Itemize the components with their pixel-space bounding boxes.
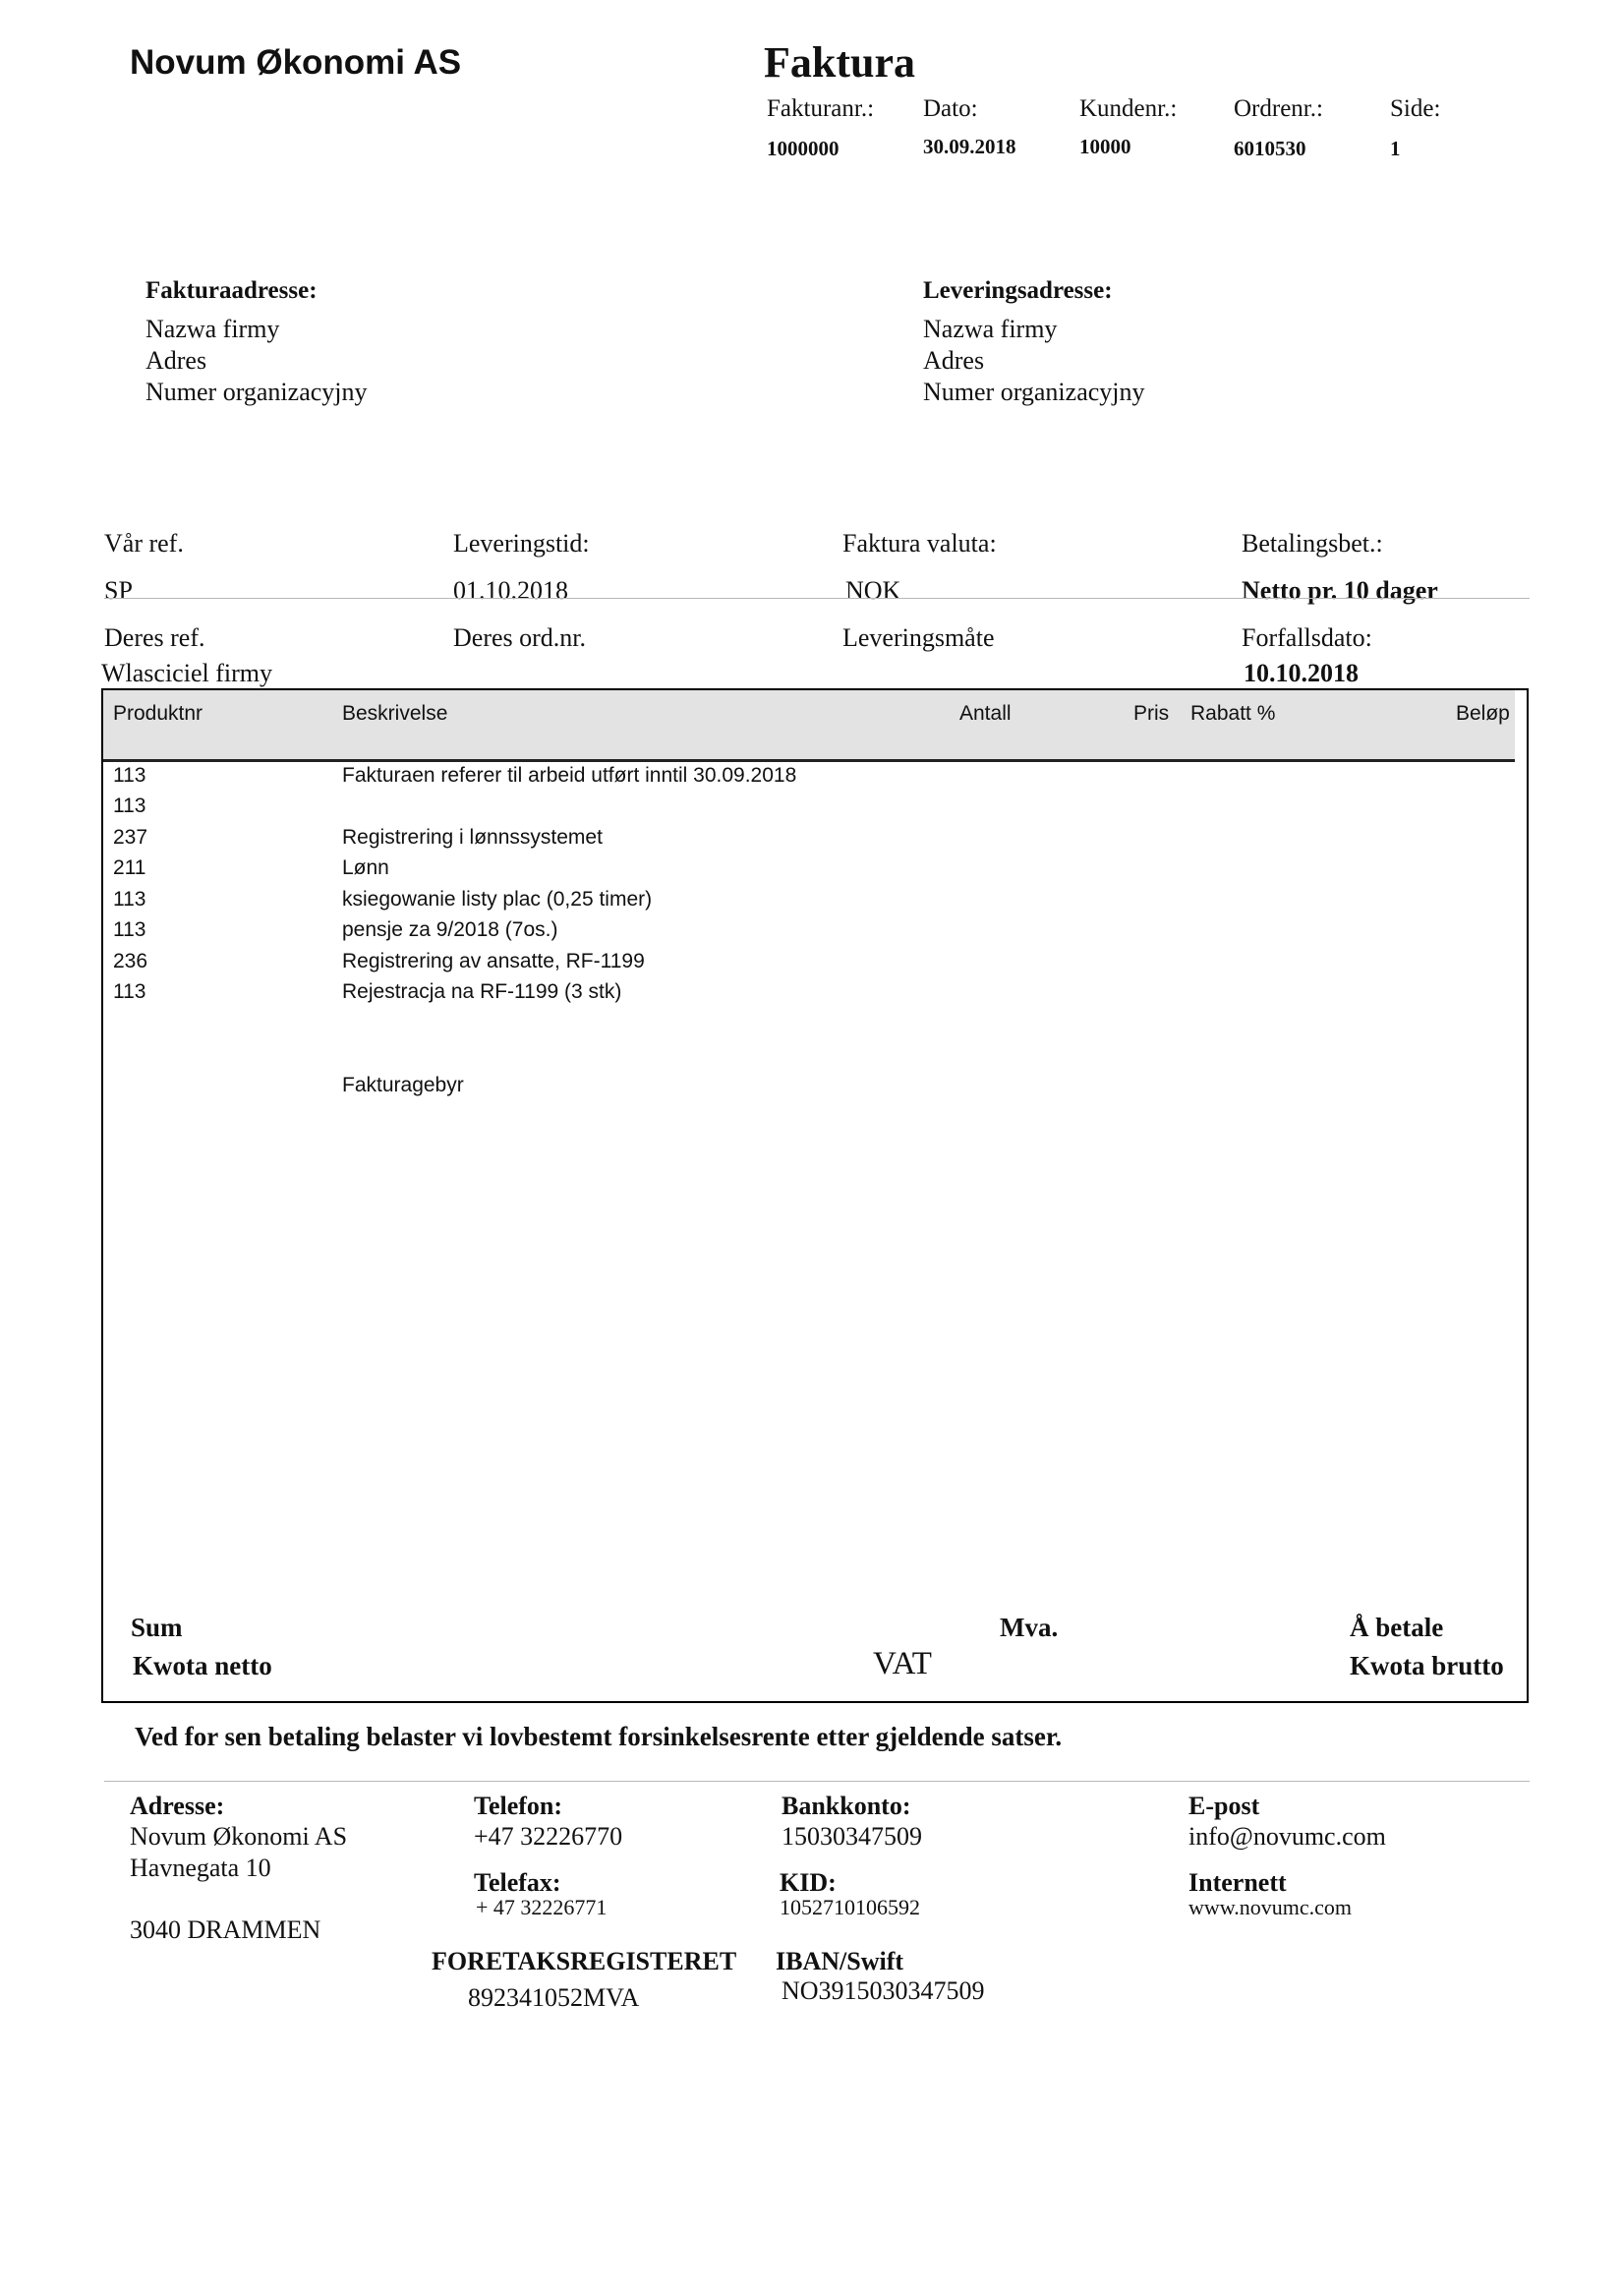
vat-label: Mva. xyxy=(1000,1613,1059,1642)
billing-line: Adres xyxy=(145,346,207,375)
invoice-number-label: Fakturanr.: xyxy=(767,95,875,122)
your-order-number-label: Deres ord.nr. xyxy=(453,623,587,652)
row-produktnr: 113 xyxy=(113,980,146,1003)
row-beskrivelse: pensje za 9/2018 (7os.) xyxy=(342,918,558,941)
delivery-line: Numer organizacyjny xyxy=(923,378,1145,406)
row-beskrivelse: Lønn xyxy=(342,856,389,879)
our-ref-label: Vår ref. xyxy=(104,529,184,558)
company-name: Novum Økonomi AS xyxy=(130,43,462,82)
fax-value: + 47 32226771 xyxy=(476,1895,608,1919)
column-header-antall: Antall xyxy=(959,702,1012,725)
invoice-fee-label: Fakturagebyr xyxy=(342,1074,464,1096)
payment-terms-label: Betalingsbet.: xyxy=(1242,529,1383,558)
column-header-beskrivelse: Beskrivelse xyxy=(342,702,448,725)
invoice-number-value: 1000000 xyxy=(767,137,840,160)
iban-value: NO3915030347509 xyxy=(782,1976,985,2005)
customer-number-value: 10000 xyxy=(1079,135,1131,158)
row-beskrivelse: Registrering av ansatte, RF-1199 xyxy=(342,950,645,972)
delivery-method-label: Leveringsmåte xyxy=(842,623,995,652)
business-register-label: FORETAKSREGISTERET xyxy=(432,1947,737,1975)
website-value: www.novumc.com xyxy=(1188,1895,1352,1919)
delivery-address-title: Leveringsadresse: xyxy=(923,277,1113,304)
row-produktnr: 211 xyxy=(113,856,146,879)
late-payment-note: Ved for sen betaling belaster vi lovbestemt forsinkelsesrente etter gjeldende satser. xyxy=(135,1722,1063,1751)
kid-value: 1052710106592 xyxy=(780,1895,920,1919)
our-ref-value: SP xyxy=(104,576,133,605)
row-produktnr: 237 xyxy=(113,826,148,849)
row-beskrivelse: ksiegowanie listy plac (0,25 timer) xyxy=(342,888,653,911)
delivery-time-label: Leveringstid: xyxy=(453,529,590,558)
customer-number-label: Kundenr.: xyxy=(1079,95,1178,122)
currency-value: NOK xyxy=(845,576,901,605)
footer-divider xyxy=(104,1781,1530,1782)
invoice-lines-table xyxy=(101,688,1529,1703)
row-produktnr: 113 xyxy=(113,795,146,817)
amount-due-label: Å betale xyxy=(1350,1613,1444,1642)
page-value: 1 xyxy=(1390,137,1401,160)
reference-divider xyxy=(104,598,1530,599)
table-header xyxy=(103,690,1515,762)
page-label: Side: xyxy=(1390,95,1441,122)
bank-account-label: Bankkonto: xyxy=(782,1792,911,1820)
column-header-pris: Pris xyxy=(1133,702,1170,725)
footer-address-line: Novum Økonomi AS xyxy=(130,1822,348,1851)
your-ref-label: Deres ref. xyxy=(104,623,205,652)
phone-value: +47 32226770 xyxy=(474,1822,623,1851)
row-produktnr: 113 xyxy=(113,888,146,911)
footer-address-label: Adresse: xyxy=(130,1792,225,1820)
iban-label: IBAN/Swift xyxy=(776,1947,904,1975)
footer-address-line: 3040 DRAMMEN xyxy=(130,1915,321,1944)
gross-amount-label: Kwota brutto xyxy=(1350,1651,1504,1680)
column-header-belop: Beløp xyxy=(1456,702,1510,725)
order-number-label: Ordrenr.: xyxy=(1234,95,1323,122)
delivery-line: Nazwa firmy xyxy=(923,315,1058,343)
delivery-line: Adres xyxy=(923,346,985,375)
billing-address-title: Fakturaadresse: xyxy=(145,277,318,304)
row-beskrivelse: Fakturaen referer til arbeid utført inntil 30.09.2018 xyxy=(342,764,797,787)
vat-label-secondary: VAT xyxy=(873,1646,932,1681)
row-produktnr: 113 xyxy=(113,918,146,941)
due-date-label: Forfallsdato: xyxy=(1242,623,1372,652)
business-register-value: 892341052MVA xyxy=(468,1983,640,2012)
your-ref-value: Wlasciciel firmy xyxy=(101,659,272,687)
currency-label: Faktura valuta: xyxy=(842,529,997,558)
billing-line: Numer organizacyjny xyxy=(145,378,368,406)
row-produktnr: 113 xyxy=(113,764,146,787)
website-label: Internett xyxy=(1188,1868,1287,1897)
phone-label: Telefon: xyxy=(474,1792,563,1820)
footer-address-line: Havnegata 10 xyxy=(130,1854,271,1882)
payment-terms-value: Netto pr. 10 dager xyxy=(1242,576,1438,605)
date-value: 30.09.2018 xyxy=(923,135,1016,158)
kid-label: KID: xyxy=(780,1868,837,1897)
net-amount-label: Kwota netto xyxy=(133,1651,272,1680)
delivery-time-value: 01.10.2018 xyxy=(453,576,568,605)
date-label: Dato: xyxy=(923,95,978,122)
billing-line: Nazwa firmy xyxy=(145,315,280,343)
row-produktnr: 236 xyxy=(113,950,148,972)
column-header-rabatt: Rabatt % xyxy=(1190,702,1276,725)
email-value: info@novumc.com xyxy=(1188,1822,1386,1851)
document-title: Faktura xyxy=(764,38,915,87)
row-beskrivelse: Registrering i lønnssystemet xyxy=(342,826,603,849)
bank-account-value: 15030347509 xyxy=(782,1822,922,1851)
email-label: E-post xyxy=(1188,1792,1260,1820)
sum-label: Sum xyxy=(131,1613,183,1642)
column-header-produktnr: Produktnr xyxy=(113,702,203,725)
order-number-value: 6010530 xyxy=(1234,137,1306,160)
due-date-value: 10.10.2018 xyxy=(1244,659,1359,687)
row-beskrivelse: Rejestracja na RF-1199 (3 stk) xyxy=(342,980,622,1003)
fax-label: Telefax: xyxy=(474,1868,561,1897)
